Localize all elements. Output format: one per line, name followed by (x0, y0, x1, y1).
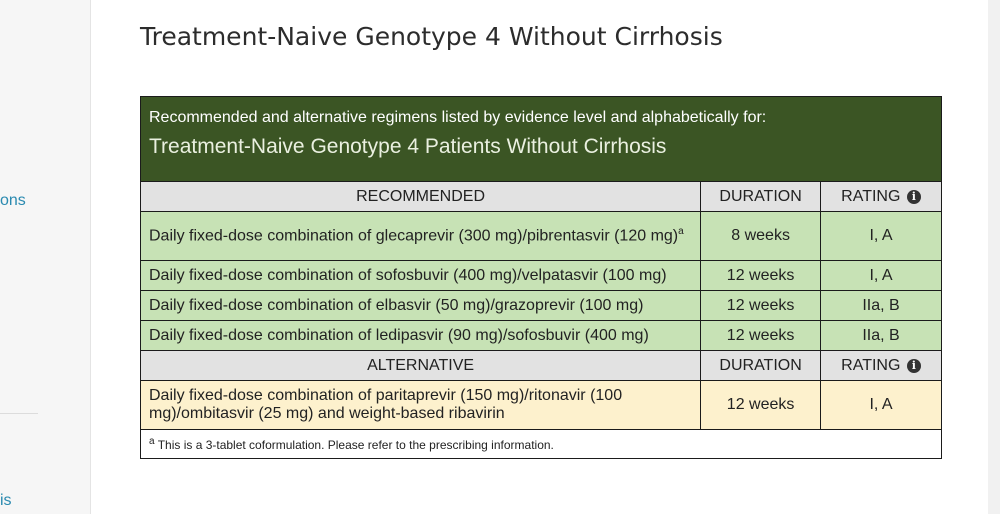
col-header-rating-label: RATING (841, 187, 901, 205)
info-icon[interactable]: i (907, 359, 921, 373)
table-footnote (141, 430, 942, 459)
duration-cell: 12 weeks (701, 321, 821, 351)
left-sidebar (0, 0, 90, 514)
col-header-rating-alt (821, 351, 942, 381)
sidebar-divider (0, 413, 38, 414)
duration-cell: 12 weeks (701, 261, 821, 291)
rating-cell: IIa, B (821, 321, 942, 351)
table-row (141, 291, 942, 321)
footnote-marker: a (678, 226, 684, 238)
regimen-cell: Daily fixed-dose combination of sofosbuvir (400 mg)/velpatasvir (100 mg) (141, 261, 701, 291)
scrollbar-track[interactable] (988, 0, 1000, 514)
rating-cell: I, A (821, 381, 942, 430)
regimen-cell: Daily fixed-dose combination of ledipasvir (90 mg)/sofosbuvir (400 mg) (141, 321, 701, 351)
table-header-intro: Recommended and alternative regimens listed by evidence level and alphabetically for: (149, 109, 767, 126)
sidebar-link-partial-top[interactable]: ons (0, 192, 26, 209)
sidebar-link-partial-bottom[interactable]: is (0, 492, 12, 509)
page-title: Treatment-Naive Genotype 4 Without Cirrhosis (140, 22, 723, 51)
duration-cell: 8 weeks (701, 212, 821, 261)
main-content (90, 0, 1000, 514)
footnote-marker: a (149, 436, 155, 447)
rating-cell: I, A (821, 261, 942, 291)
rating-cell: I, A (821, 212, 942, 261)
table-header (141, 97, 942, 182)
regimen-cell: Daily fixed-dose combination of glecaprevir (300 mg)/pibrentasvir (120 mg)$^a$ (141, 212, 701, 261)
col-header-alternative: ALTERNATIVE (141, 351, 701, 381)
col-header-recommended: RECOMMENDED (141, 182, 701, 212)
duration-cell: 12 weeks (701, 291, 821, 321)
table-header-population: Treatment-Naive Genotype 4 Patients Without Cirrhosis (149, 135, 667, 158)
table-row (141, 212, 942, 261)
duration-cell: 12 weeks (701, 381, 821, 430)
table-row (141, 381, 942, 430)
rating-cell: IIa, B (821, 291, 942, 321)
table-row (141, 261, 942, 291)
regimen-cell: Daily fixed-dose combination of paritaprevir (150 mg)/ritonavir (100 mg)/ombitasvir (25 mg) and weight-based ribavirin (141, 381, 701, 430)
regimen-cell: Daily fixed-dose combination of elbasvir (50 mg)/grazoprevir (100 mg) (141, 291, 701, 321)
table-row (141, 321, 942, 351)
col-header-rating (821, 182, 942, 212)
col-header-duration: DURATION (701, 182, 821, 212)
col-header-duration-alt: DURATION (701, 351, 821, 381)
footnote-text: This is a 3-tablet coformulation. Please refer to the prescribing information. (157, 438, 554, 452)
regimen-table (140, 96, 942, 459)
col-header-rating-label: RATING (841, 356, 901, 374)
info-icon[interactable]: i (907, 190, 921, 204)
